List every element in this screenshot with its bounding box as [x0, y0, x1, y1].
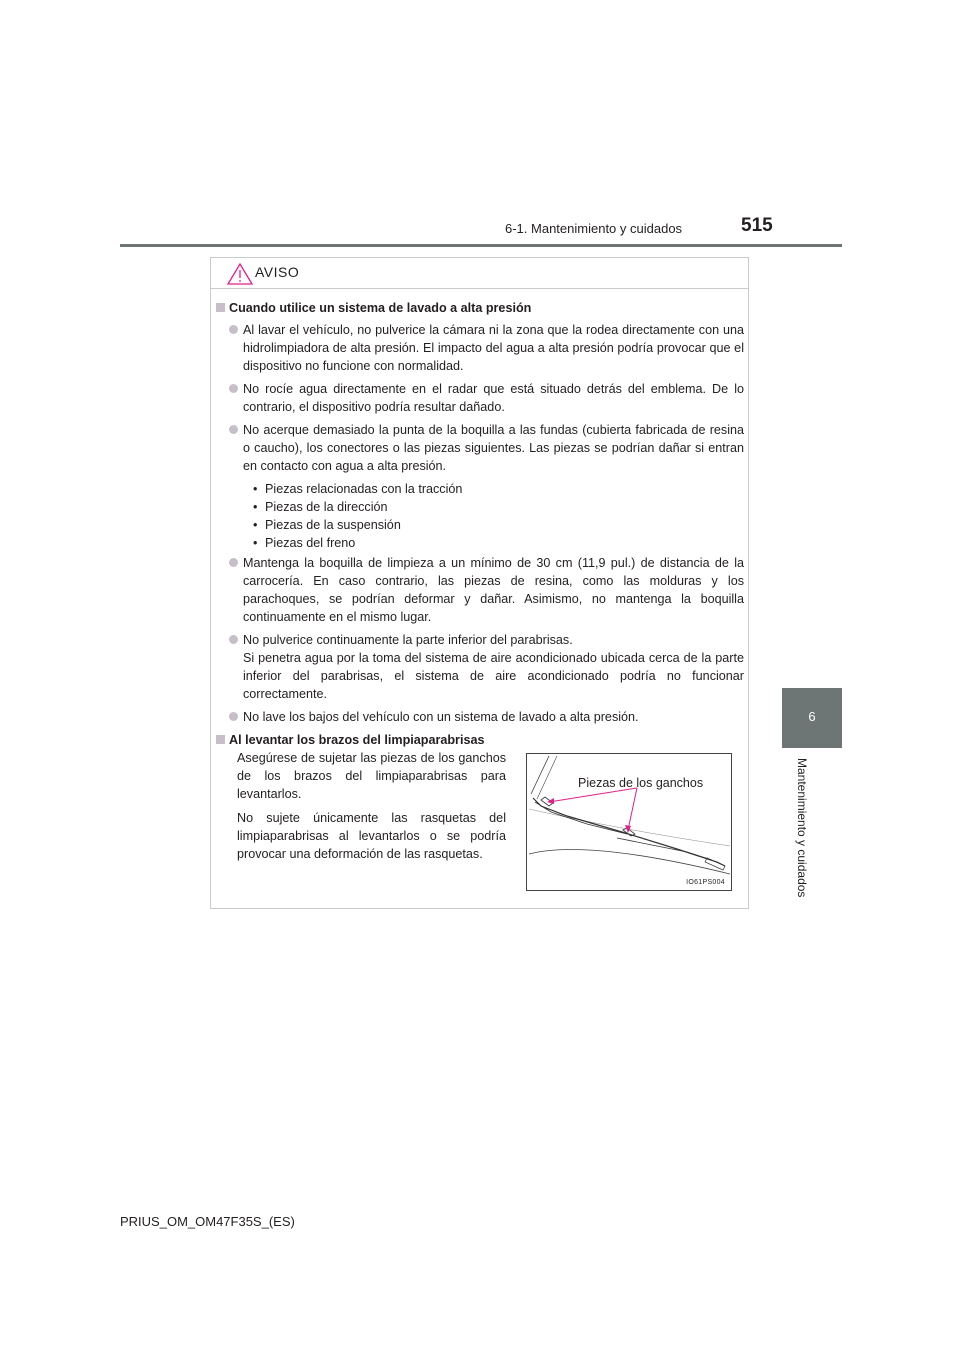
warning-content [216, 299, 744, 753]
parts-list [216, 480, 744, 552]
bullet-item: Al lavar el vehículo, no pulverice la cámara ni la zona que la rodea directamente con una hidrolimpiadora de alta presión. El impacto del agua a alta presión podría provocar que el dispositivo no funcione con normalidad. [216, 321, 744, 375]
figure-code: IO61PS004 [686, 879, 725, 886]
heading-high-pressure: Cuando utilice un sistema de lavado a alta presión [216, 299, 744, 317]
bullet-item: No pulverice continuamente la parte inferior del parabrisas. Si penetra agua por la toma del sistema de aire acondicionado ubicada cerca de la parte inferior del parabrisas, el sistema de aire acondicionado podría no funcionar correctamente. [216, 631, 744, 703]
warning-triangle-icon [227, 263, 253, 285]
circle-bullet-icon [229, 384, 238, 393]
list-item: • Piezas de la suspensión [253, 516, 744, 534]
wiper-instructions [237, 749, 506, 869]
bullet-item: Mantenga la boquilla de limpieza a un mínimo de 30 cm (11,9 pul.) de distancia de la carrocería. En caso contrario, las piezas de resina, como las molduras y los parachoques, se podrían deformar y dañar. Asimismo, no mantenga la boquilla continuamente en el mismo lugar. [216, 554, 744, 626]
circle-bullet-icon [229, 425, 238, 434]
document-id: PRIUS_OM_OM47F35S_(ES) [120, 1214, 295, 1229]
figure-label: Piezas de los ganchos [578, 776, 704, 790]
warning-header [211, 258, 748, 289]
wiper-illustration [526, 753, 732, 891]
page-number: 515 [741, 215, 773, 236]
list-item: • Piezas del freno [253, 534, 744, 552]
chapter-tab [782, 688, 842, 748]
windshield-note: Si penetra agua por la toma del sistema de aire acondicionado ubicada cerca de la parte inferior del parabrisas, el sistema de aire acondicionado podría no funcionar correctamente. [243, 651, 744, 701]
bullet-item: No rocíe agua directamente en el radar que está situado detrás del emblema. De lo contrario, el dispositivo podría resultar dañado. [216, 380, 744, 416]
wiper-drawing [527, 754, 731, 890]
header-rule [120, 244, 842, 247]
paragraph: No sujete únicamente las rasquetas del limpiaparabrisas al levantarlos o se podría provocar una deformación de las rasquetas. [237, 811, 506, 861]
paragraph: Asegúrese de sujetar las piezas de los ganchos de los brazos del limpiaparabrisas para levantarlos. [237, 751, 506, 801]
chapter-label: Mantenimiento y cuidados [795, 758, 809, 898]
heading-wiper-arms: Al levantar los brazos del limpiaparabrisas [216, 731, 744, 749]
circle-bullet-icon [229, 325, 238, 334]
list-item: • Piezas de la dirección [253, 498, 744, 516]
warning-box [210, 257, 749, 909]
square-bullet-icon [216, 735, 225, 744]
section-title: 6-1. Mantenimiento y cuidados [505, 221, 683, 236]
circle-bullet-icon [229, 712, 238, 721]
circle-bullet-icon [229, 635, 238, 644]
warning-title: AVISO [255, 264, 300, 280]
chapter-number: 6 [808, 709, 816, 724]
bullet-item: No acerque demasiado la punta de la boquilla a las fundas (cubierta fabricada de resina o caucho), los conectores o las piezas siguientes. Las piezas se podrían dañar si entran en contacto con agua a alta presión. [216, 421, 744, 475]
bullet-item: No lave los bajos del vehículo con un sistema de lavado a alta presión. [216, 708, 744, 726]
list-item: • Piezas relacionadas con la tracción [253, 480, 744, 498]
circle-bullet-icon [229, 558, 238, 567]
square-bullet-icon [216, 303, 225, 312]
